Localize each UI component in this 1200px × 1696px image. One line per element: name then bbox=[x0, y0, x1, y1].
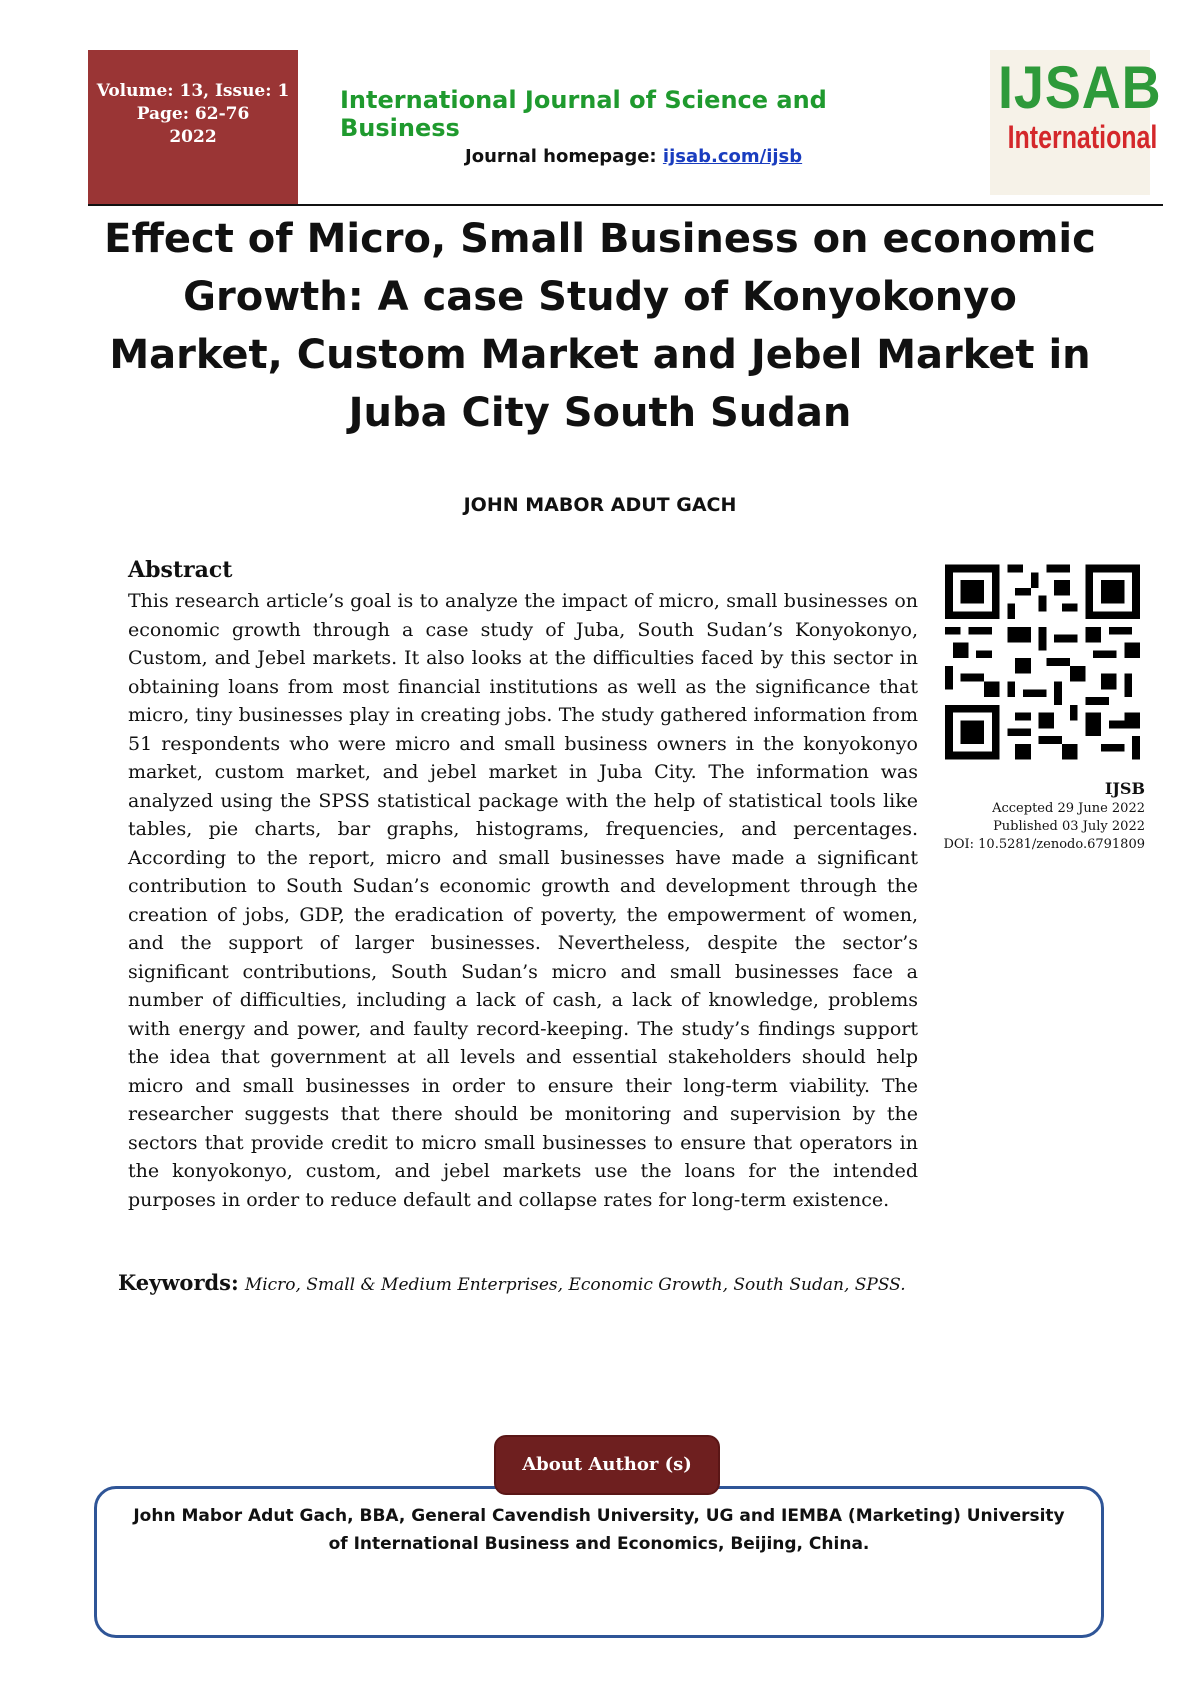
author-name: JOHN MABOR ADUT GACH bbox=[463, 494, 737, 516]
journal-code: IJSB bbox=[1104, 779, 1145, 798]
logo-top-text: IJSAB bbox=[998, 54, 1162, 121]
keywords-list: Micro, Small & Medium Enterprises, Economic Growth, South Sudan, SPSS. bbox=[244, 1275, 906, 1295]
volume-info-box bbox=[88, 50, 298, 205]
accepted-date: Accepted 29 June 2022 bbox=[992, 801, 1145, 816]
homepage-link[interactable]: ijsab.com/ijsb bbox=[662, 146, 803, 167]
article-info-sidebar bbox=[940, 778, 1145, 854]
keywords-line bbox=[118, 1270, 906, 1295]
keywords-label: Keywords: bbox=[118, 1270, 239, 1295]
abstract-body: This research article’s goal is to analyze the impact of micro, small businesses on economic growth through a case study of Juba, South Sudan’s Konyokonyo, Custom, and Jebel markets. It also looks at the difficulties faced by this sector in obtaining loans from most financial institutions as well as the significance that micro, tiny businesses play in creating jobs. The study gathered information from 51 respondents who were micro and small business owners in the konyokonyo market, custom market, and jebel market in Juba City. The information was analyzed using the SPSS statistical package with the help of statistical tools like tables, pie charts, bar graphs, histograms, frequencies, and percentages. According to the report, micro and small businesses have made a significant contribution to South Sudan’s economic growth and development through the creation of jobs, GDP, the eradication of poverty, the empowerment of women, and the support of larger businesses. Nevertheless, despite the sector’s significant contributions, South Sudan’s micro and small businesses face a number of difficulties, including a lack of cash, a lack of knowledge, problems with energy and power, and faulty record-keeping. The study’s findings support the idea that government at all levels and essential stakeholders should help micro and small businesses in order to ensure their long-term viability. The researcher suggests that there should be monitoring and supervision by the sectors that provide credit to micro small businesses to ensure that operators in the konyokonyo, custom, and jebel markets use the loans for the intended purposes in order to reduce default and collapse rates for long-term existence. bbox=[128, 590, 918, 1211]
page-range: Page: 62-76 bbox=[136, 104, 250, 124]
qr-code-icon[interactable] bbox=[945, 562, 1140, 762]
published-date: Published 03 July 2022 bbox=[993, 819, 1145, 834]
logo-bottom-text: International bbox=[1007, 119, 1158, 155]
volume-line: Volume: 13, Issue: 1 bbox=[96, 81, 290, 101]
doi: DOI: 10.5281/zenodo.6791809 bbox=[943, 837, 1145, 852]
publication-year: 2022 bbox=[169, 127, 217, 147]
about-author-tab: About Author (s) bbox=[494, 1435, 720, 1495]
ijsab-logo bbox=[990, 50, 1162, 195]
journal-homepage bbox=[465, 146, 802, 167]
homepage-label: Journal homepage: bbox=[465, 146, 657, 167]
abstract-heading: Abstract bbox=[128, 557, 233, 583]
article-title: Effect of Micro, Small Business on economic Growth: A case Study of Konyokonyo Market, Custom Market and Jebel Market in Juba City South Sudan bbox=[104, 216, 1096, 436]
header-divider bbox=[88, 204, 1163, 206]
journal-name: International Journal of Science and Business bbox=[340, 86, 827, 142]
about-author-text: John Mabor Adut Gach, BBA, General Cavendish University, UG and IEMBA (Marketing) University of International Business and Economics, Beijing, China. bbox=[133, 1506, 1065, 1554]
